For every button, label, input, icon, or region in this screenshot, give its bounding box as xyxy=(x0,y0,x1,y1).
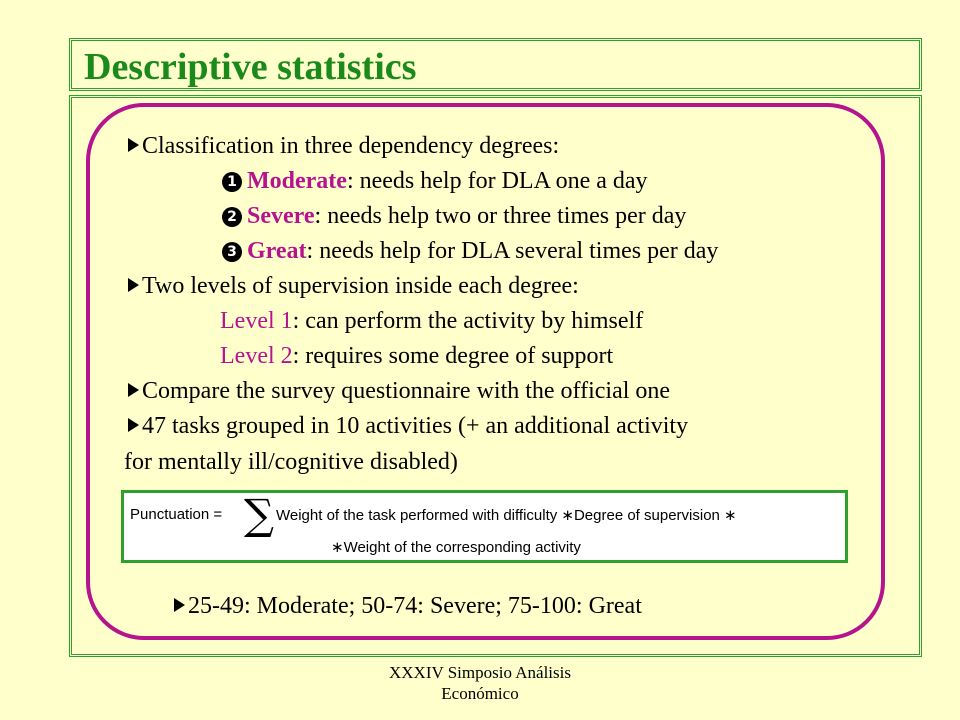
bullet-ranges: 25-49: Moderate; 50-74: Severe; 75-100: Great xyxy=(174,592,642,620)
bullet-tasks-continued: for mentally ill/cognitive disabled) xyxy=(124,449,458,475)
footer xyxy=(0,662,960,704)
formula-row-1: Weight of the task performed with difficulty ∗Degree of supervision ∗ xyxy=(276,507,737,524)
slide-title: Descriptive statistics xyxy=(84,46,417,88)
number-1-icon: 1 xyxy=(222,172,242,192)
bullet-supervision: Two levels of supervision inside each degree: xyxy=(128,272,579,300)
arrow-bullet-icon xyxy=(128,278,139,292)
bullet-tasks: 47 tasks grouped in 10 activities (+ an additional activity xyxy=(128,412,688,440)
sigma-icon: ∑ xyxy=(244,490,274,539)
formula-label: Punctuation = xyxy=(130,506,223,523)
number-3-icon: 3 xyxy=(222,242,242,262)
footer-line-2: Económico xyxy=(441,684,519,703)
degree-severe: 2 Severe: needs help two or three times per day xyxy=(222,202,686,230)
level-2: Level 2: requires some degree of support xyxy=(220,343,614,369)
arrow-bullet-icon xyxy=(128,138,139,152)
formula-row-2: ∗Weight of the corresponding activity xyxy=(331,539,581,556)
arrow-bullet-icon xyxy=(174,598,185,612)
number-2-icon: 2 xyxy=(222,207,242,227)
degree-moderate: 1 Moderate: needs help for DLA one a day xyxy=(222,167,648,195)
bullet-compare: Compare the survey questionnaire with the official one xyxy=(128,377,670,405)
formula-box xyxy=(121,490,848,563)
bullet-classification: Classification in three dependency degrees: xyxy=(128,132,559,160)
footer-line-1: XXXIV Simposio Análisis xyxy=(389,663,571,682)
level-1: Level 1: can perform the activity by himself xyxy=(220,308,644,334)
arrow-bullet-icon xyxy=(128,418,139,432)
arrow-bullet-icon xyxy=(128,383,139,397)
degree-great: 3 Great: needs help for DLA several times per day xyxy=(222,237,718,265)
title-box xyxy=(69,38,922,91)
